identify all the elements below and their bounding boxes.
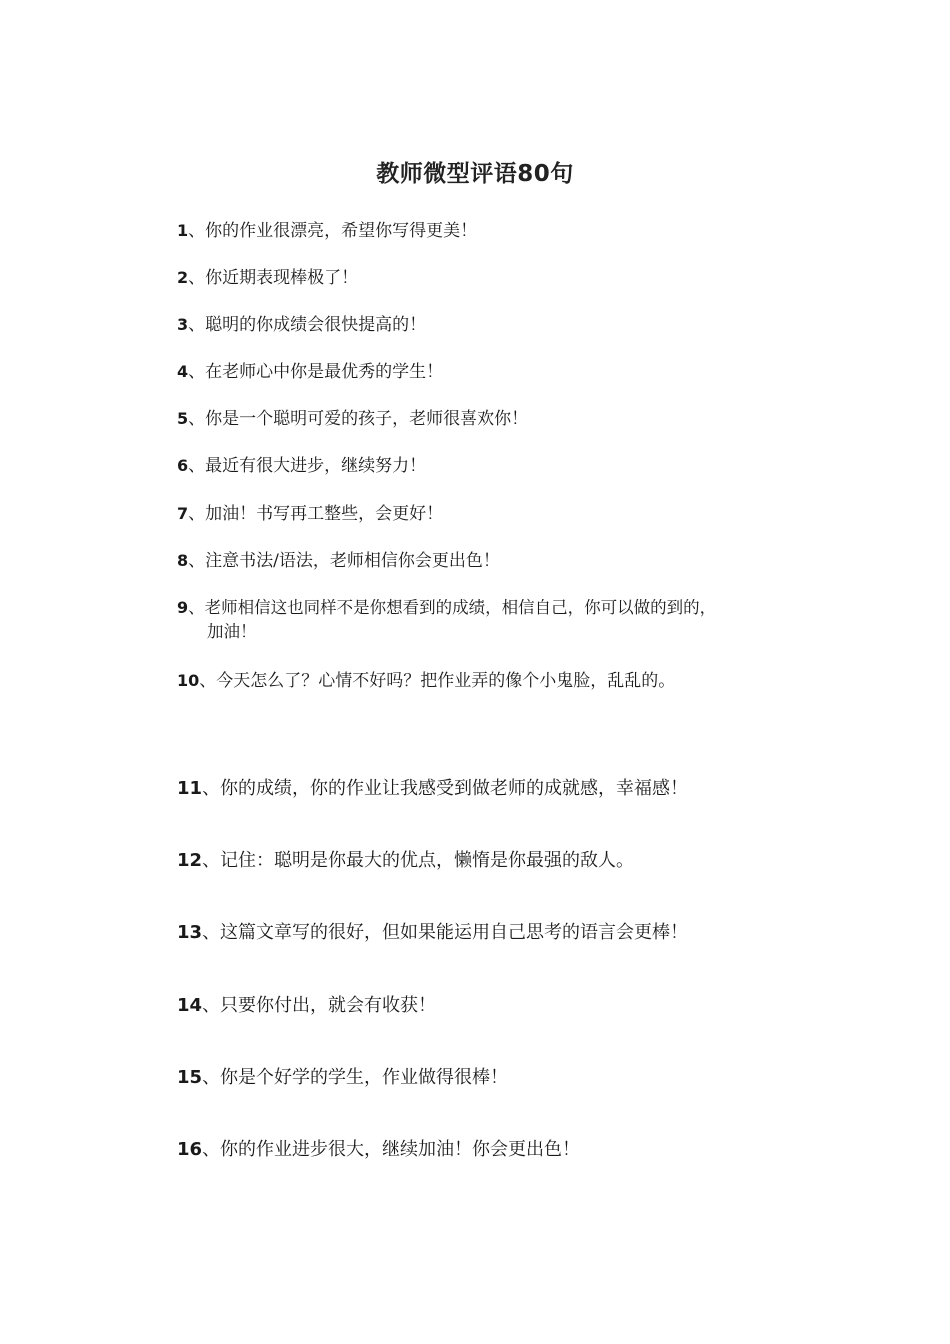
item-text: 、注意书法/语法，老师相信你会更出色！ — [188, 551, 500, 571]
list-item — [177, 776, 787, 802]
item-text: 、聪明的你成绩会很快提高的！ — [188, 315, 427, 335]
item-text: 、你的作业进步很大，继续加油！你会更出色！ — [202, 1139, 581, 1160]
item-text: 、老师相信这也同样不是你想看到的成绩，相信自己，你可以做的到的， — [188, 598, 717, 617]
item-number: 7 — [177, 504, 189, 523]
item-text: 、你是个好学的学生，作业做得很棒！ — [202, 1067, 509, 1088]
list-item — [177, 993, 787, 1019]
list-item — [177, 848, 787, 874]
item-text: 、今天怎么了？心情不好吗？把作业弄的像个小鬼脸，乱乱的。 — [199, 671, 676, 691]
item-text: 、你的作业很漂亮，希望你写得更美！ — [188, 221, 478, 241]
item-number: 6 — [177, 456, 189, 475]
item-text: 、你近期表现棒极了！ — [188, 268, 359, 288]
list-item — [177, 219, 787, 243]
item-text: 、你的成绩，你的作业让我感受到做老师的成就感，幸福感！ — [202, 778, 689, 799]
list-item — [177, 454, 787, 478]
list-item — [177, 1065, 787, 1091]
item-number: 9 — [177, 598, 189, 617]
item-number: 5 — [177, 409, 189, 428]
item-number: 10 — [177, 671, 200, 690]
item-text: 、在老师心中你是最优秀的学生！ — [188, 362, 444, 382]
list-item — [177, 266, 787, 290]
item-number: 15 — [177, 1067, 203, 1088]
item-number: 12 — [177, 850, 203, 871]
list-item — [177, 669, 787, 693]
item-text: 、只要你付出，就会有收获！ — [202, 995, 437, 1016]
page-title: 教师微型评语80句 — [376, 161, 574, 187]
item-number: 2 — [177, 268, 189, 287]
list-item — [177, 920, 787, 946]
item-number: 8 — [177, 551, 189, 570]
item-number: 4 — [177, 362, 189, 381]
item-text: 、这篇文章写的很好，但如果能运用自己思考的语言会更棒！ — [202, 922, 689, 943]
item-text: 、记住：聪明是你最大的优点，懒惰是你最强的敌人。 — [202, 850, 635, 871]
item-number: 1 — [177, 221, 189, 240]
list-item — [177, 596, 797, 644]
item-number: 14 — [177, 995, 203, 1016]
list-item — [177, 360, 787, 384]
list-item — [177, 549, 787, 573]
item-text: 、加油！书写再工整些，会更好！ — [188, 504, 444, 524]
item-number: 13 — [177, 922, 203, 943]
list-item — [177, 502, 787, 526]
item-text-continuation: 加油！ — [207, 622, 257, 641]
item-number: 3 — [177, 315, 189, 334]
list-item — [177, 407, 787, 431]
item-text: 、你是一个聪明可爱的孩子，老师很喜欢你！ — [188, 409, 529, 429]
list-item — [177, 1137, 787, 1163]
item-number: 11 — [177, 778, 203, 799]
list-item — [177, 313, 787, 337]
item-text: 、最近有很大进步，继续努力！ — [188, 456, 427, 476]
item-number: 16 — [177, 1139, 203, 1160]
